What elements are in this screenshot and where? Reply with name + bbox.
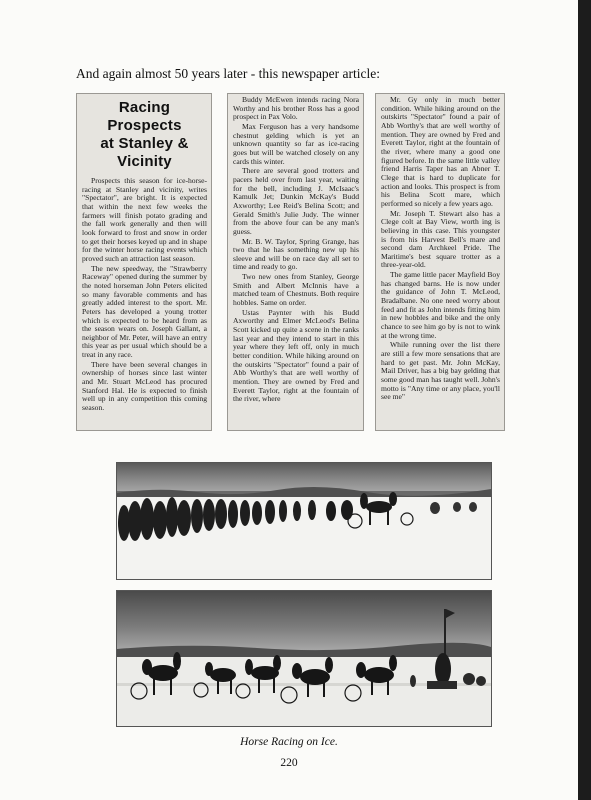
clipping-headline bbox=[82, 99, 207, 171]
clipping-paragraph: Ustas Paynter with his Budd Axworthy and Elmer McLeod's Belina Scott kicked up quite a scene in the ranks last year and they intend to start in this year where they left off, only in much better condition. While hiking around on the outskirts "Spectator" found a pair of Abb Worthy's that are well worthy of mention. They are owned by Fred and Everett Taylor, right at the fountain of the river, where bbox=[233, 307, 359, 404]
page-number: 220 bbox=[280, 757, 298, 769]
newspaper-clipping-column-3 bbox=[375, 93, 505, 431]
photo-caption: Horse Racing on Ice. bbox=[240, 736, 338, 748]
photo-horses-racing-on-ice bbox=[116, 590, 492, 727]
clipping-paragraph: While running over the list there are still a few more sensations that are hard to get past. Mr. John McKay, Mail Driver, has a big bay gelding that some good man has taught well. John's motto is "Any time or any place, you'll see me" bbox=[381, 340, 500, 402]
clipping-paragraph: Max Ferguson has a very handsome chestnut gelding which is yet an unknown quantity so far as ice-racing goes but will be watched closely on any cards this winter. bbox=[233, 121, 359, 166]
clipping-paragraph: Mr. B. W. Taylor, Spring Grange, has two that he has something new up his sleeve and will be on race day all set to time and ready to go. bbox=[233, 236, 359, 272]
headline-line-2: at Stanley & Vicinity bbox=[100, 135, 189, 170]
clipping-paragraph: The game little pacer Mayfield Boy has changed barns. He is now under the guidance of John T. McLeod, Bradalbane. No one need worry about feed and fit as John intends fitting him in new hobbles and bike and the only chance to see him go by is not to wink at the wrong time. bbox=[381, 270, 500, 340]
newspaper-clipping-column-2 bbox=[227, 93, 364, 431]
clipping-paragraph: Buddy McEwen intends racing Nora Worthy and his brother Ross has a good prospect in Pax Volo. bbox=[233, 95, 359, 122]
scan-edge bbox=[578, 0, 591, 800]
clipping-paragraph: There are several good trotters and pacers held over from last year, waiting for the bell, including J. McIsaac's Kamulk Jet; Dunkin McKay's Budd Axworthy; Lee Reid's Belina Scott; and Gerald Smith's Julie Judy. The winner from the above four can be any man's guess. bbox=[233, 166, 359, 236]
intro-text: And again almost 50 years later - this newspaper article: bbox=[76, 66, 381, 81]
clipping-paragraph: Two new ones from Stanley, George Smith and Albert McInnis have a matched team of Chestnuts. Both require hobbles. Same on order. bbox=[233, 272, 359, 308]
newspaper-clipping-column-1 bbox=[76, 93, 212, 431]
clipping-paragraph: Mr. Gy only in much better condition. While hiking around on the outskirts "Spectator" found a pair of Abb Worthy's that are well worthy of mention. They are owned by Fred and Everett Taylor, right at the fountain of the river, where many a good one figured before. In the same little valley friend Harris Taper has an Abner T. Clege that is hard to duplicate for action and looks. This prospect is from his Belina Scott mare, which performed so nicely a few years ago. bbox=[381, 95, 500, 208]
clipping-paragraph: There have been several changes in ownership of horses since last winter and Mr. Stuart McLeod has procured Stanford Hal. He is expected to finish well up in any competition this coming season. bbox=[82, 359, 207, 413]
headline-line-1: Racing Prospects bbox=[107, 99, 182, 134]
clipping-paragraph: Prospects this season for ice-horse-racing at Stanley and vicinity, writes "Spectator", are bright. It is expected that within the next few weeks the farmers will finish potato grading and the fall work generally and then will look forward to frost and snow in order to get their horses keyed up and in shape for the winter horse racing events which proved such an attraction last season. bbox=[82, 176, 207, 263]
photo-ice-racing-crowd bbox=[116, 462, 492, 580]
clipping-paragraph: The new speedway, the "Strawberry Raceway" opened during the summer by the noted horseman John Peters elicited so many favorable comments and has greatly added interest to the sport. Mr. Peters has developed a young trotter which is expected to be heard from as the season wears on. Joseph Gallant, a neighbor of Mr. Peter, will have an entry this year as per usual which should be a treat in any race. bbox=[82, 263, 207, 360]
clipping-paragraph: Mr. Joseph T. Stewart also has a Clege colt at Bay View, worth ing is believing in this case. This youngster is from his Harvest Bell's mare and second dam Archkeel Pride. The Maritime's best square trotter as a three-year-old. bbox=[381, 208, 500, 270]
